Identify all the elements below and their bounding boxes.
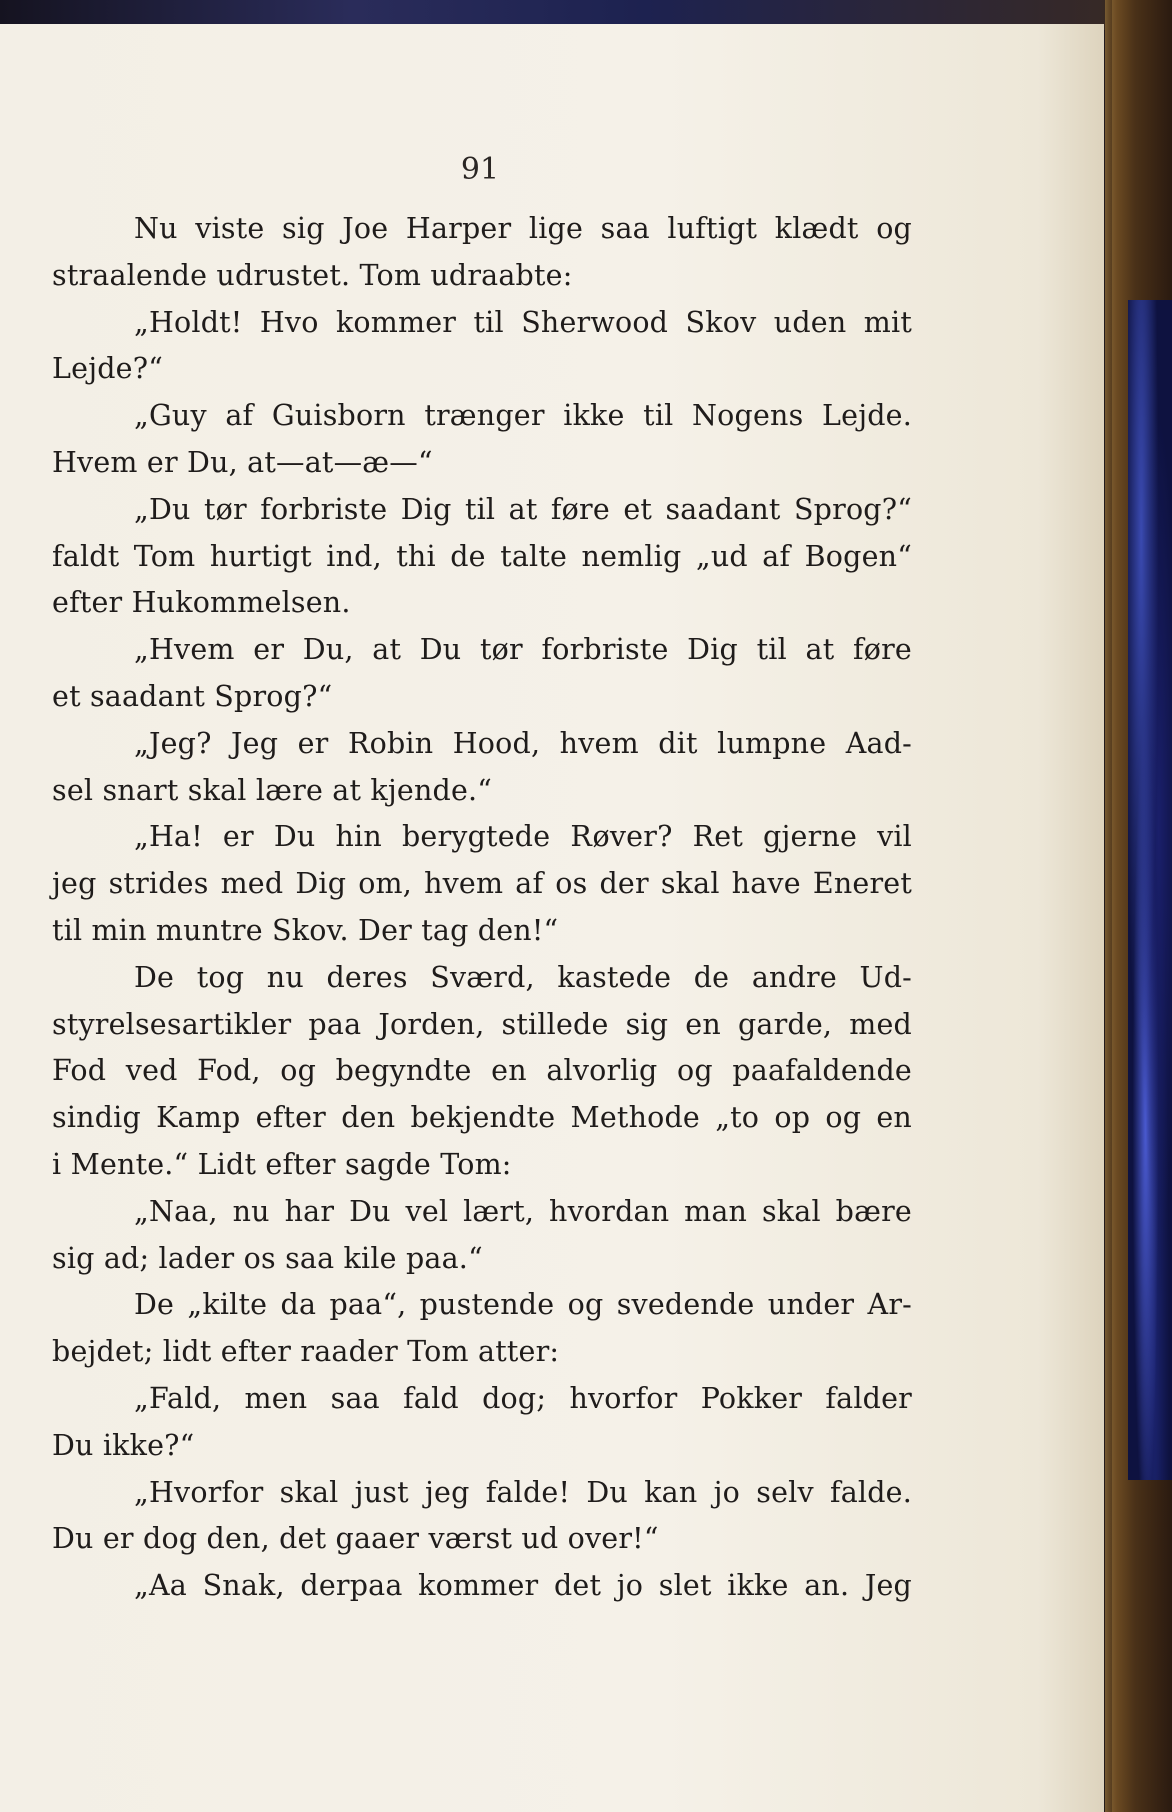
printed-page (0, 24, 1104, 1812)
text-line: De „kilte da paa“, pustende og svedende under Ar- (134, 1288, 912, 1322)
text-line: Hvem er Du, at—at—æ—“ (52, 445, 433, 479)
text-line: Du er dog den, det gaaer værst ud over!“ (52, 1522, 659, 1556)
text-line: Nu viste sig Joe Harper lige saa luftigt klædt og (134, 212, 912, 245)
text-line: styrelsesartikler paa Jorden, stillede sig en garde, med (52, 1007, 912, 1041)
text-line: til min muntre Skov. Der tag den!“ (52, 913, 559, 947)
text-line: „Ha! er Du hin berygtede Røver? Ret gjerne vil (134, 820, 912, 854)
text-line: Fod ved Fod, og begyndte en alvorlig og paafaldende (52, 1054, 912, 1088)
text-line: faldt Tom hurtigt ind, thi de talte nemlig „ud af Bogen“ (52, 539, 912, 573)
text-line: „Fald, men saa fald dog; hvorfor Pokker falder (134, 1381, 912, 1415)
text-line: jeg strides med Dig om, hvem af os der skal have Eneret (52, 867, 912, 901)
text-line: „Jeg? Jeg er Robin Hood, hvem dit lumpne Aad- (134, 726, 912, 760)
page-body-text (52, 206, 912, 1610)
text-line: straalende udrustet. Tom udraabte: (52, 258, 573, 292)
text-line: i Mente.“ Lidt efter sagde Tom: (52, 1147, 512, 1181)
text-line: „Guy af Guisborn trænger ikke til Nogens Lejde. (134, 399, 912, 433)
text-line: sig ad; lader os saa kile paa.“ (52, 1241, 483, 1275)
text-line: „Hvorfor skal just jeg falde! Du kan jo selv falde. (134, 1475, 912, 1509)
text-line: sel snart skal lære at kjende.“ (52, 773, 493, 807)
text-line: „Naa, nu har Du vel lært, hvordan man skal bære (134, 1194, 912, 1228)
text-line: bejdet; lidt efter raader Tom atter: (52, 1335, 560, 1369)
text-line: De tog nu deres Sværd, kastede de andre Ud- (134, 960, 912, 994)
page-number: 91 (460, 152, 500, 187)
text-line: et saadant Sprog?“ (52, 679, 333, 713)
text-line: Du ikke?“ (52, 1428, 195, 1462)
text-line: „Hvem er Du, at Du tør forbriste Dig til at føre (134, 633, 912, 667)
text-line: „Aa Snak, derpaa kommer det jo slet ikke an. Jeg (134, 1569, 912, 1603)
text-line: efter Hukommelsen. (52, 586, 351, 620)
marbled-paper-strip (1128, 300, 1172, 1480)
text-line: „Du tør forbriste Dig til at føre et saadant Sprog?“ (134, 492, 912, 526)
text-line: Lejde?“ (52, 352, 163, 386)
text-line: „Holdt! Hvo kommer til Sherwood Skov uden mit (134, 305, 912, 339)
text-line: sindig Kamp efter den bekjendte Methode „to op og en (52, 1101, 912, 1135)
